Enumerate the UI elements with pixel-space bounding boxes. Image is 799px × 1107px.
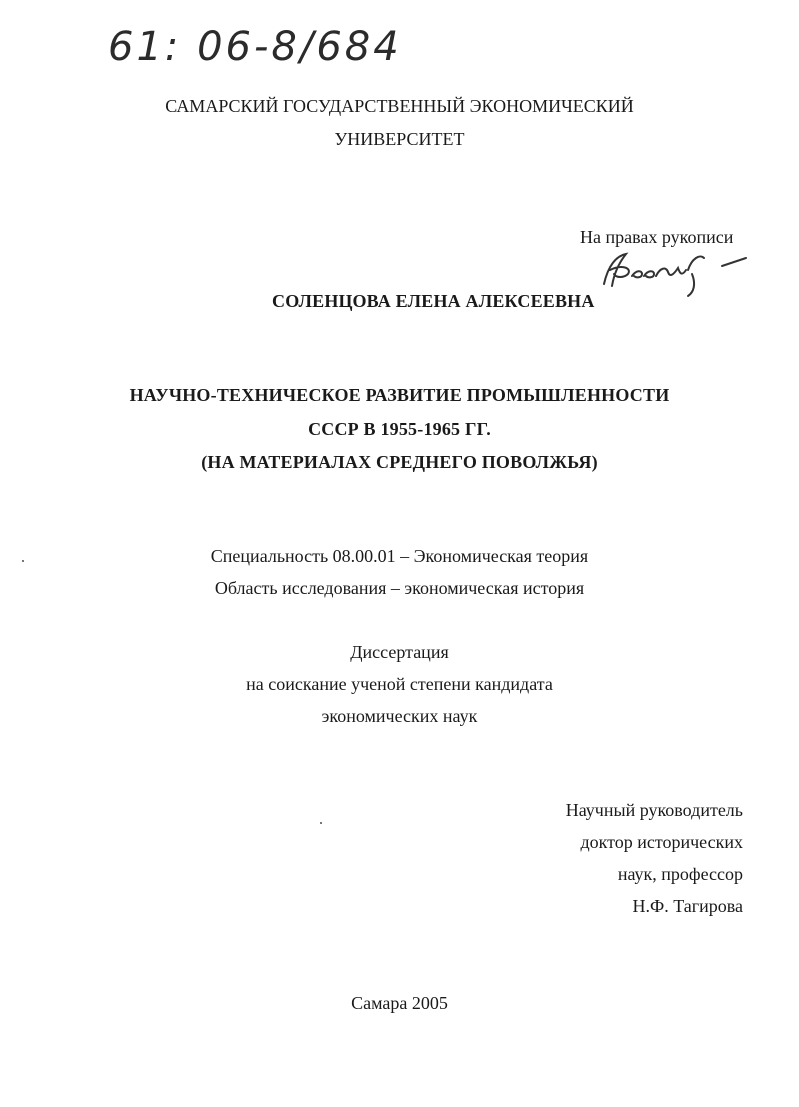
dissertation-title-line2: СССР В 1955-1965 ГГ. (308, 419, 491, 439)
research-area-line: Область исследования – экономическая история (214, 578, 585, 598)
specialty-line: Специальность 08.00.01 – Экономическая теория (210, 546, 589, 566)
supervisor-line3: наук, профессор (617, 864, 743, 884)
supervisor-line2: доктор исторических (580, 832, 743, 852)
degree-line2: на соискание ученой степени кандидата (246, 674, 553, 694)
manuscript-rights-note: На правах рукописи (580, 227, 734, 247)
degree-line3: экономических наук (321, 706, 478, 726)
degree-line1: Диссертация (350, 642, 449, 662)
university-name-line2: УНИВЕРСИТЕТ (334, 129, 465, 149)
scan-speck (22, 560, 24, 562)
author-name: СОЛЕНЦОВА ЕЛЕНА АЛЕКСЕЕВНА (272, 291, 595, 311)
archive-mark: 61: 06-8/684 (108, 24, 402, 70)
signature-image (596, 244, 756, 304)
supervisor-name: Н.Ф. Тагирова (632, 896, 743, 916)
university-name-line1: САМАРСКИЙ ГОСУДАРСТВЕННЫЙ ЭКОНОМИЧЕСКИЙ (165, 96, 634, 116)
supervisor-line1: Научный руководитель (565, 800, 743, 820)
scan-speck (320, 822, 322, 824)
dissertation-title-line3: (НА МАТЕРИАЛАХ СРЕДНЕГО ПОВОЛЖЬЯ) (201, 452, 598, 472)
dissertation-title-line1: НАУЧНО-ТЕХНИЧЕСКОЕ РАЗВИТИЕ ПРОМЫШЛЕННОСТИ (129, 385, 670, 405)
city-year: Самара 2005 (351, 993, 448, 1013)
